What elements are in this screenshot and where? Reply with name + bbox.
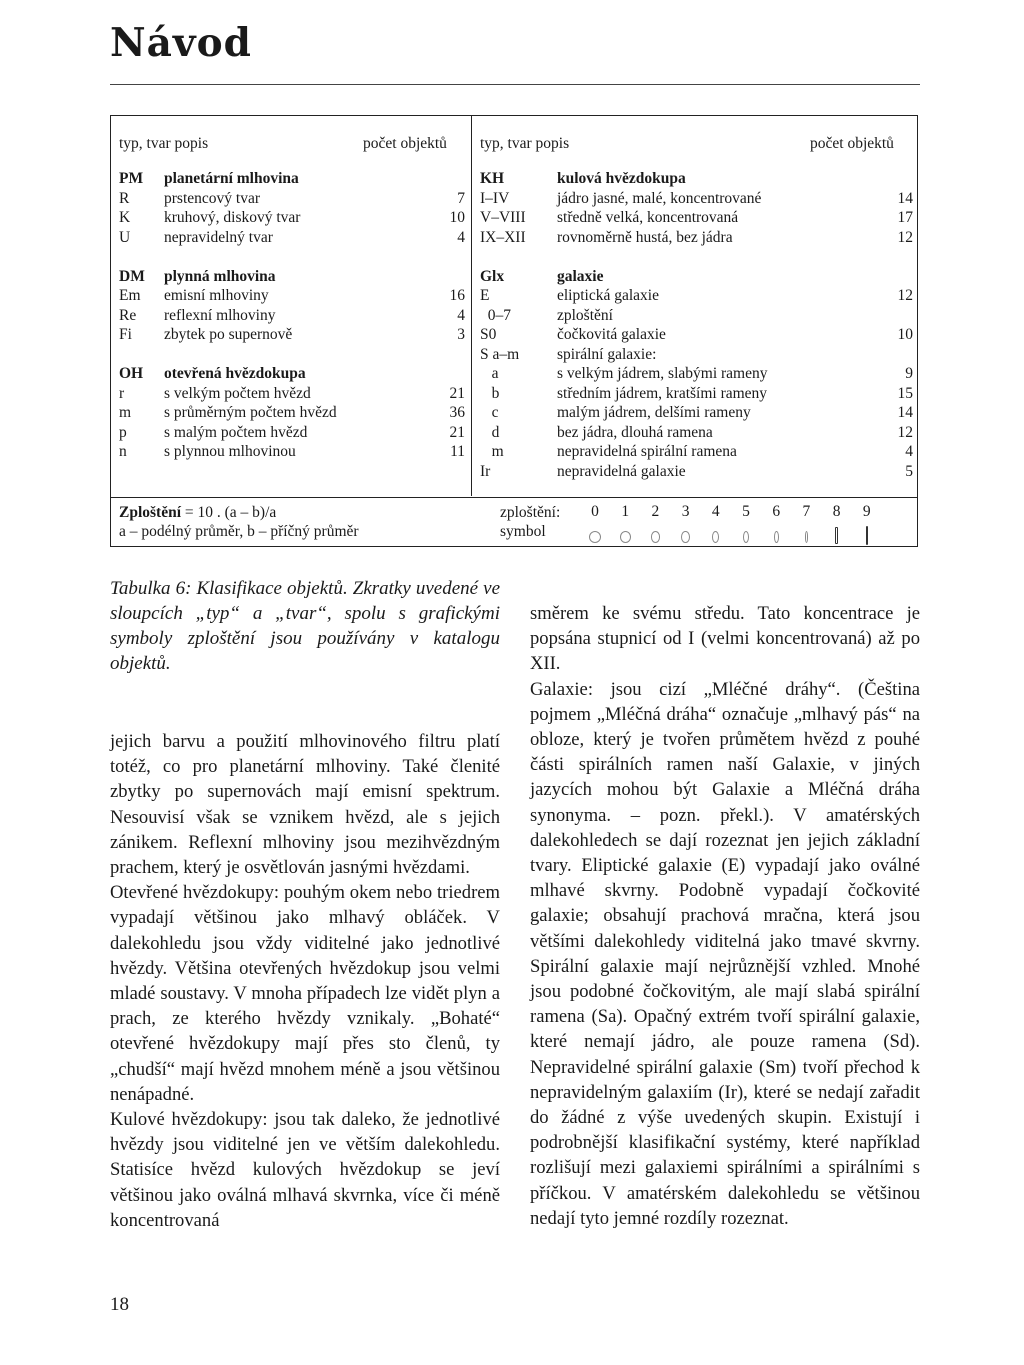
table-code: m bbox=[119, 404, 132, 421]
table-desc: středním jádrem, kratšími rameny bbox=[557, 384, 768, 402]
formula-rest: = 10 . (a – b)/a bbox=[184, 504, 277, 521]
flattening-value: 2 bbox=[651, 503, 660, 520]
table-code: n bbox=[119, 443, 127, 460]
flattening-value: 0 bbox=[591, 503, 599, 520]
flattening-value: 7 bbox=[802, 503, 811, 520]
flattening-value: 8 bbox=[832, 503, 841, 520]
page-title: Návod bbox=[110, 20, 252, 66]
table-desc: plynná mlhovina bbox=[164, 267, 276, 285]
right-header-count: počet objektů bbox=[810, 135, 894, 152]
table-desc: rovnoměrně hustá, bez jádra bbox=[557, 228, 733, 246]
table-count bbox=[873, 267, 913, 287]
table-code: a bbox=[480, 365, 499, 382]
table-count: 7 bbox=[457, 189, 465, 207]
flattening-value: 3 bbox=[681, 503, 690, 520]
paragraph: jejich barvu a použití mlhovinového filtru platí totéž, co pro planetární mlhoviny. Také členité zbytky po supernovách mají emisní spektrum. Nesouvisí však se vznikem hvězd, ale s jejich zánikem. Reflexní mlhoviny jsou mezihvězdným prachem, který je osvětlován jasnými hvězdami. bbox=[110, 731, 500, 879]
paragraph: Otevřené hvězdokupy: pouhým okem nebo triedrem vypadají většinou jako mlhavý obláček. V dalekohledu jsou vždy viditelné jako jednotlivé hvězdy. Většina otevřených hvězdokup jsou velmi mladé soustavy. V mnoha případech lze vidět plyn a prach, ze kterého hvězdy vznikaly. „Bohaté“ otevřené hvězdokupy mají přes sto členů, ty „chudší“ mají hvězd mnohem méně a jsou většinou nenápadné. bbox=[110, 882, 500, 1105]
table-code: Em bbox=[119, 287, 141, 304]
paragraph: Kulové hvězdokupy: jsou tak daleko, že jednotlivé hvězdy jsou viditelné jen ve větším dalekohledu. Statisíce hvězd kulových hvězdokup se jeví většinou jako oválná mlhavá skvrnka, více či méně koncentrovaná bbox=[110, 1109, 500, 1231]
right-text-column bbox=[530, 601, 920, 1231]
table-count: 14 bbox=[897, 189, 913, 207]
table-desc: středně velká, koncentrovaná bbox=[557, 209, 739, 226]
table-count: 12 bbox=[897, 287, 913, 304]
table-desc: nepravidelná galaxie bbox=[557, 462, 686, 480]
table-desc: eliptická galaxie bbox=[557, 287, 659, 304]
table-desc: spirální galaxie: bbox=[557, 345, 657, 363]
table-code: OH bbox=[119, 365, 144, 382]
formula-label: Zploštění bbox=[119, 504, 182, 521]
table-desc: kulová hvězdokupa bbox=[557, 170, 686, 187]
flattening-symbol-icon bbox=[589, 531, 601, 543]
table-count bbox=[873, 306, 913, 326]
table-count: 4 bbox=[457, 306, 465, 324]
table-count: 10 bbox=[449, 209, 465, 226]
flattening-symbol-icon bbox=[651, 531, 661, 543]
table-code: p bbox=[119, 423, 127, 441]
table-desc: zploštění bbox=[557, 306, 613, 324]
table-code: I–IV bbox=[480, 189, 510, 207]
table-code: m bbox=[480, 443, 504, 460]
flattening-symbol-icon bbox=[712, 531, 719, 543]
table-desc: galaxie bbox=[557, 267, 604, 285]
flattening-value: 1 bbox=[621, 503, 630, 520]
table-code: Glx bbox=[480, 267, 505, 285]
formula bbox=[119, 503, 276, 523]
flattening-symbol-icon bbox=[866, 526, 868, 545]
table-count: 21 bbox=[449, 423, 465, 441]
table-desc: prstencový tvar bbox=[164, 189, 260, 207]
right-header-type: typ, tvar popis bbox=[480, 135, 570, 152]
table-count: 4 bbox=[905, 443, 913, 460]
footer-divider bbox=[111, 497, 917, 498]
flattening-symbol-icon bbox=[805, 531, 809, 543]
table-count: 21 bbox=[449, 384, 465, 402]
table-desc: nepravidelný tvar bbox=[164, 228, 273, 246]
table-code: R bbox=[119, 189, 130, 207]
table-count bbox=[873, 169, 913, 189]
table-count: 17 bbox=[897, 209, 913, 226]
flattening-symbols bbox=[111, 525, 917, 545]
table-count bbox=[425, 364, 465, 384]
table-desc: čočkovitá galaxie bbox=[557, 326, 666, 343]
paragraph: Galaxie: jsou cizí „Mléčné dráhy“. (Čeština pojmem „Mléčná dráha“ označuje „mlhavý pás“ na obloze, který je tvořen průmětem hvězd z pouhé části spirálních ramen naší Galaxie, v jiných jazycích mohou být Galaxie a Mléčná dráha synonyma. – pozn. překl.). V amatérských dalekohledech se dají rozeznat jen jejich základní tvary. Eliptické galaxie (E) vypadají jako oválné mlhavé skvrny. Podobně vypadají čočkovité galaxie; obsahují prachová mračna, která jsou většími dalekohledy viditelná jako tmavé skvrny. Spirální galaxie mají nejrůznější vzhled. Mnohé jsou podobné čočkovitým, ale mají slabá spirální ramena (Sa). Opačný extrém tvoří spirální galaxie, které nemají jádro, ale pouze ramena (Sd). Nepravidelné spirální galaxie (Sm) tvoří přechod k nepravidelným galaxiím (Ir), které se nedají zařadit do žádné z výše uvedených skupin. Existují i podrobnější klasifikační systémy, které například rozlišují mezi galaxiemi spirálními a spirálními s příčkou. V amatérském dalekohledu se většinou nedají tyto jemné rozdíly rozeznat. bbox=[530, 678, 920, 1229]
flattening-value: 9 bbox=[862, 503, 871, 520]
table-count: 12 bbox=[897, 423, 913, 441]
table-caption: Tabulka 6: Klasifikace objektů. Zkratky uvedené ve sloupcích „typ“ a „tvar“, spolu s grafickými symboly zploštění jsou používány v katalogu objektů. bbox=[110, 578, 500, 674]
table-count: 16 bbox=[449, 287, 465, 304]
axis-legend: a – podélný průměr, b – příčný průměr bbox=[119, 523, 359, 540]
table-count bbox=[425, 267, 465, 287]
table-code: KH bbox=[480, 170, 505, 187]
symbol-label: symbol bbox=[500, 523, 546, 540]
table-count: 14 bbox=[897, 404, 913, 421]
table-code: r bbox=[119, 384, 125, 402]
table-desc: nepravidelná spirální ramena bbox=[557, 443, 737, 460]
table-desc: planetární mlhovina bbox=[164, 170, 299, 187]
table-desc: kruhový, diskový tvar bbox=[164, 209, 301, 226]
table-count bbox=[873, 345, 913, 365]
left-text-column bbox=[110, 729, 500, 1233]
table-desc: jádro jasné, malé, koncentrované bbox=[557, 189, 762, 207]
table-code: d bbox=[480, 423, 500, 441]
table-count: 15 bbox=[897, 384, 913, 402]
flattening-symbol-icon bbox=[743, 531, 749, 543]
table-count: 9 bbox=[905, 365, 913, 382]
table-desc: otevřená hvězdokupa bbox=[164, 365, 306, 382]
table-count: 36 bbox=[449, 404, 465, 421]
table-desc: reflexní mlhoviny bbox=[164, 306, 276, 324]
left-header-count: počet objektů bbox=[363, 135, 447, 152]
table-code: IX–XII bbox=[480, 228, 526, 246]
table-count bbox=[425, 345, 465, 365]
table-code: K bbox=[119, 209, 131, 226]
table-code: c bbox=[480, 404, 499, 421]
table-code: S a–m bbox=[480, 345, 520, 363]
flattening-symbol-icon bbox=[835, 527, 837, 544]
left-header-type: typ, tvar popis bbox=[119, 135, 209, 152]
table-count bbox=[873, 247, 913, 267]
flattening-symbol-icon bbox=[620, 531, 631, 543]
table-count: 3 bbox=[457, 326, 465, 343]
table-code: b bbox=[480, 384, 500, 402]
table-code: U bbox=[119, 228, 131, 246]
column-divider bbox=[471, 116, 472, 496]
flattening-value: 5 bbox=[742, 503, 750, 520]
table-desc: s velkým jádrem, slabými rameny bbox=[557, 365, 768, 382]
table-desc: zbytek po supernově bbox=[164, 326, 293, 343]
table-code: S0 bbox=[480, 326, 497, 343]
table-code: E bbox=[480, 287, 490, 304]
table-desc: bez jádra, dlouhá ramena bbox=[557, 423, 713, 441]
flattening-value: 6 bbox=[772, 503, 781, 520]
table-count: 4 bbox=[457, 228, 465, 246]
flattening-label: zploštění: bbox=[500, 504, 561, 521]
page-number: 18 bbox=[110, 1294, 129, 1315]
table-count: 10 bbox=[897, 326, 913, 343]
table-count: 5 bbox=[905, 462, 913, 480]
table-count bbox=[425, 169, 465, 189]
flattening-symbol-icon bbox=[681, 531, 689, 543]
table-code: V–VIII bbox=[480, 209, 526, 226]
table-desc: s malým počtem hvězd bbox=[164, 423, 308, 441]
table-desc: emisní mlhoviny bbox=[164, 287, 269, 304]
classification-table bbox=[110, 115, 918, 547]
table-count: 11 bbox=[450, 443, 465, 460]
paragraph: směrem ke svému středu. Tato koncentrace je popsána stupnicí od I (velmi koncentrovaná) až po XII. bbox=[530, 603, 920, 675]
table-count: 12 bbox=[897, 228, 913, 246]
table-code: Fi bbox=[119, 326, 132, 343]
flattening-value: 4 bbox=[711, 503, 720, 520]
table-desc: malým jádrem, delšími rameny bbox=[557, 404, 751, 421]
title-divider bbox=[110, 84, 920, 85]
table-code: 0–7 bbox=[480, 306, 511, 324]
table-code: Ir bbox=[480, 462, 491, 480]
table-desc: s plynnou mlhovinou bbox=[164, 443, 296, 460]
table-code: Re bbox=[119, 306, 137, 324]
table-count bbox=[425, 247, 465, 267]
table-code: DM bbox=[119, 267, 145, 285]
table-desc: s průměrným počtem hvězd bbox=[164, 404, 337, 421]
flattening-symbol-icon bbox=[774, 531, 779, 543]
table-code: PM bbox=[119, 170, 144, 187]
table-desc: s velkým počtem hvězd bbox=[164, 384, 311, 402]
